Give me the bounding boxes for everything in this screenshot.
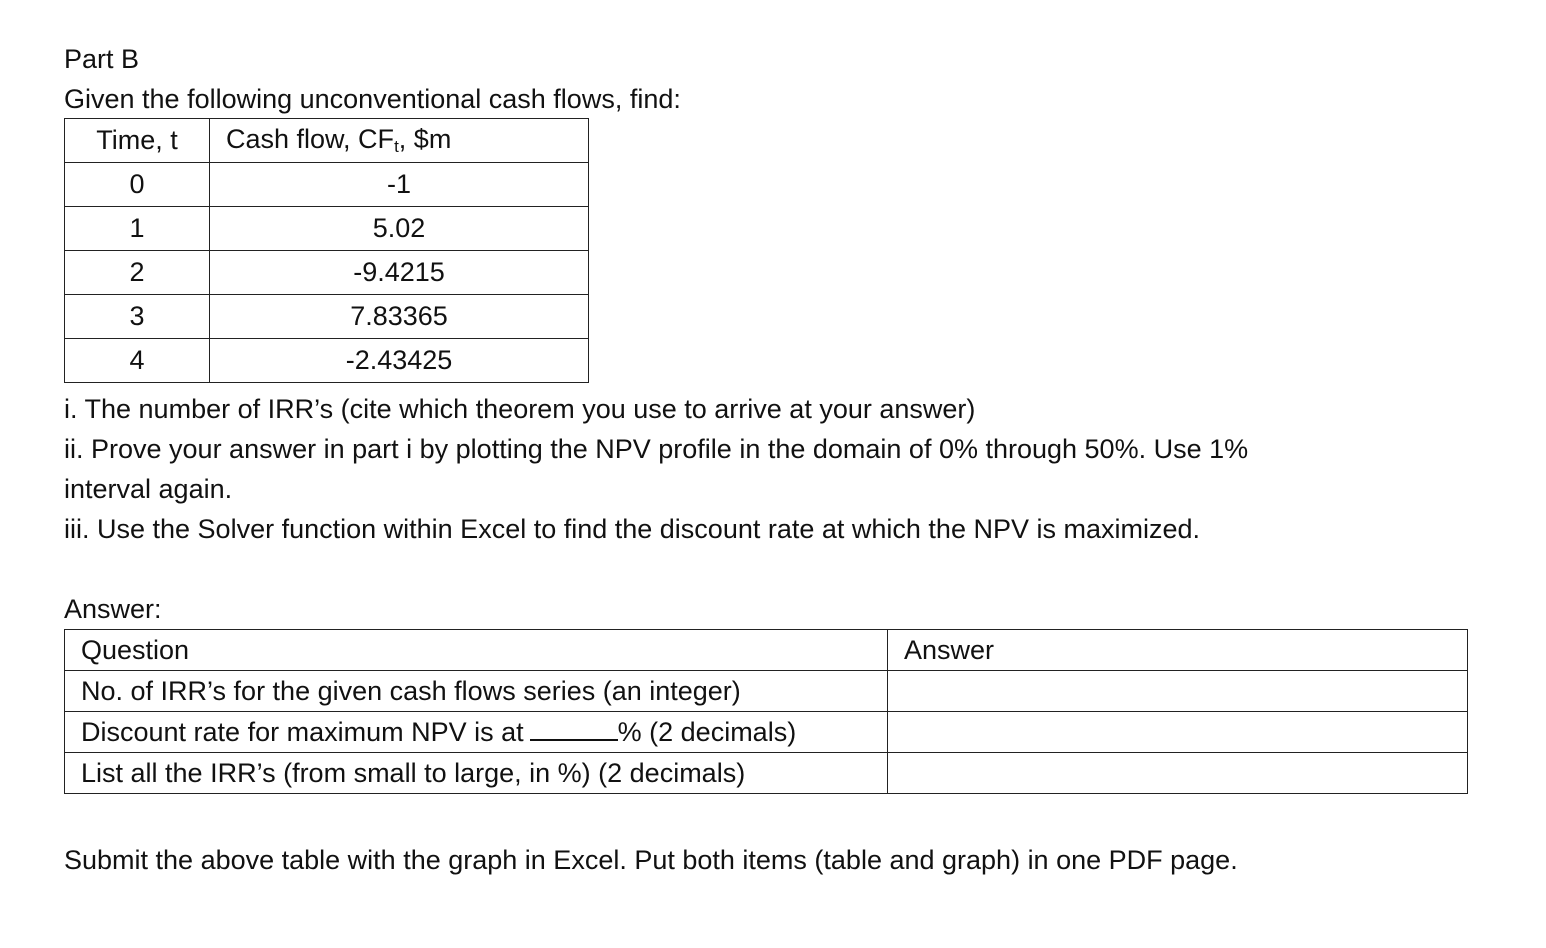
question-cell: No. of IRR’s for the given cash flows series (an integer) bbox=[65, 671, 888, 712]
header-question: Question bbox=[65, 630, 888, 671]
question-iii: iii. Use the Solver function within Excel to find the discount rate at which the NPV is maximized. bbox=[64, 514, 1201, 544]
part-title: Part B bbox=[64, 44, 140, 74]
answer-cell[interactable] bbox=[888, 712, 1468, 753]
question-cell bbox=[65, 712, 888, 753]
question-i: i. The number of IRR’s (cite which theorem you use to arrive at your answer) bbox=[64, 394, 976, 424]
table-row bbox=[65, 671, 1468, 712]
cash-flow-cell: -9.4215 bbox=[210, 251, 589, 295]
question-cell: List all the IRR’s (from small to large, in %) (2 decimals) bbox=[65, 753, 888, 794]
table-row bbox=[65, 163, 589, 207]
time-cell: 0 bbox=[65, 163, 210, 207]
time-cell: 4 bbox=[65, 339, 210, 383]
time-cell: 3 bbox=[65, 295, 210, 339]
table-row bbox=[65, 207, 589, 251]
question-suffix: % (2 decimals) bbox=[617, 716, 797, 747]
cash-flow-cell: -2.43425 bbox=[210, 339, 589, 383]
question-ii-line2: interval again. bbox=[64, 474, 233, 504]
table-row bbox=[65, 712, 1468, 753]
intro-text: Given the following unconventional cash flows, find: bbox=[64, 84, 681, 114]
answer-cell[interactable] bbox=[888, 671, 1468, 712]
time-cell: 2 bbox=[65, 251, 210, 295]
question-prefix: Discount rate for maximum NPV is at bbox=[81, 716, 524, 747]
table-row bbox=[65, 753, 1468, 794]
cash-flow-header-row bbox=[65, 119, 589, 163]
header-cf-prefix: Cash flow, CF bbox=[226, 124, 395, 154]
answer-table bbox=[64, 629, 1468, 794]
header-cf-suffix: , $m bbox=[398, 124, 452, 154]
question-ii-line1: ii. Prove your answer in part i by plotting the NPV profile in the domain of 0% through 50%. Use 1% bbox=[64, 434, 1249, 464]
cash-flow-table bbox=[64, 118, 589, 383]
cash-flow-cell: -1 bbox=[210, 163, 589, 207]
answer-header-row bbox=[65, 630, 1468, 671]
header-answer: Answer bbox=[888, 630, 1468, 671]
header-time: Time, t bbox=[65, 119, 210, 163]
answer-label: Answer: bbox=[64, 594, 162, 624]
cash-flow-cell: 7.83365 bbox=[210, 295, 589, 339]
table-row bbox=[65, 251, 589, 295]
time-cell: 1 bbox=[65, 207, 210, 251]
cash-flow-cell: 5.02 bbox=[210, 207, 589, 251]
header-cf-subscript: t bbox=[394, 137, 399, 156]
fill-in-blank bbox=[530, 717, 618, 741]
submit-note: Submit the above table with the graph in Excel. Put both items (table and graph) in one PDF page. bbox=[64, 845, 1238, 875]
table-row bbox=[65, 339, 589, 383]
header-cash-flow bbox=[210, 119, 589, 163]
table-row bbox=[65, 295, 589, 339]
answer-cell[interactable] bbox=[888, 753, 1468, 794]
